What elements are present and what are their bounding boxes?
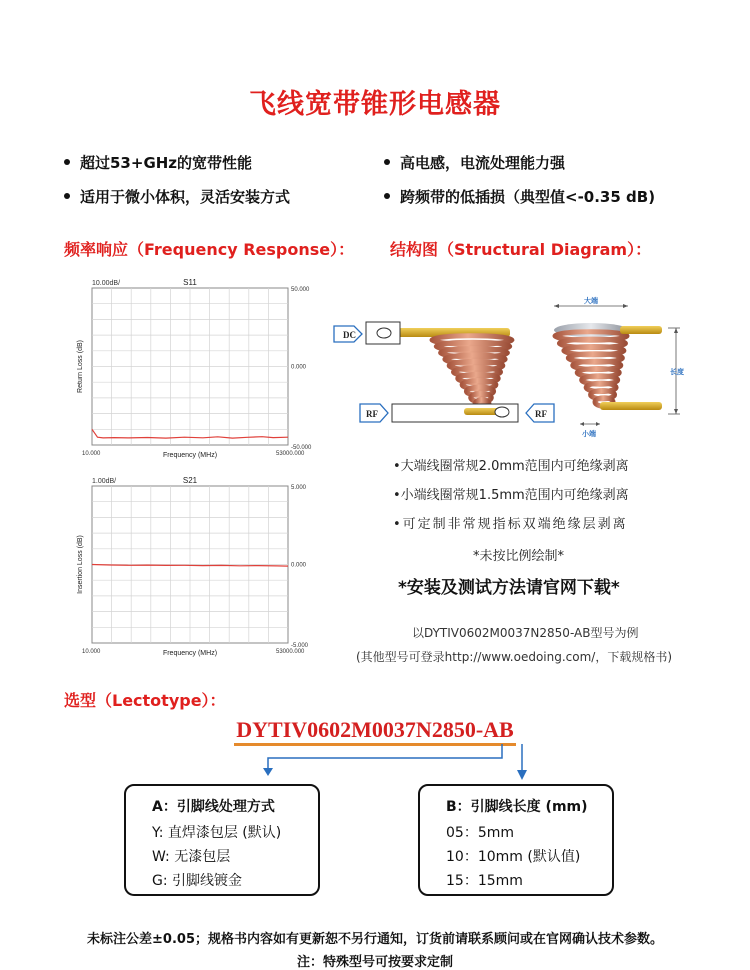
x-axis-label: Frequency (MHz)	[162, 650, 218, 657]
chart-title: S11	[183, 278, 197, 287]
footer-custom-note: 注：特殊型号可按要求定制	[296, 955, 453, 970]
selection-arrows	[0, 740, 750, 790]
box-a-item: W: 无漆包层	[152, 849, 231, 865]
y-axis-label: Return Loss (dB)	[77, 340, 84, 393]
box-a-item: G: 引脚线镀金	[152, 873, 243, 889]
s11-chart	[70, 276, 350, 470]
note-large-end: •大端线圈常规2.0mm范围内可绝缘剥离	[393, 459, 629, 474]
rf-left-label: RF	[366, 409, 378, 419]
feature-text: 超过53+GHz的宽带性能	[80, 154, 253, 172]
bullet-icon	[384, 193, 390, 199]
example-note: 以DYTIV0602M0037N2850-AB型号为例	[412, 626, 639, 640]
feature-text: 适用于微小体积，灵活安装方式	[80, 188, 291, 206]
large-end-label: 大端	[584, 297, 598, 305]
small-end-label: 小端	[582, 430, 596, 438]
feature-item	[64, 152, 252, 173]
x-tick-label: 53000.000	[276, 451, 305, 457]
rf-solder-icon	[495, 407, 509, 417]
chart-title: S21	[182, 476, 198, 485]
y-tick-label: 0.000	[291, 364, 307, 371]
scale-label: 1.00dB/	[92, 478, 117, 485]
page-title: 飞线宽带锥形电感器	[249, 89, 501, 120]
right-top-lead	[620, 326, 662, 334]
feature-item	[384, 186, 655, 207]
coil-left	[432, 336, 512, 408]
y-tick-label: -50.000	[291, 445, 312, 451]
box-b-item: 05：5mm	[446, 825, 514, 841]
bullet-icon	[64, 193, 70, 199]
s21-chart	[70, 474, 350, 668]
note-custom: •可定制非常规指标双端绝缘层剥离	[393, 517, 628, 532]
right-bottom-lead	[600, 402, 662, 410]
box-a-item: Y: 直焊漆包层 (默认)	[152, 825, 282, 841]
x-tick-label: 10.000	[82, 649, 101, 655]
y-axis-label: Insertion Loss (dB)	[77, 535, 84, 594]
feature-text: 跨频带的低插损（典型值<-0.35 dB)	[400, 188, 656, 206]
feature-item	[384, 152, 565, 173]
box-lead-treatment	[124, 784, 320, 896]
arrow-a-head-icon	[263, 768, 273, 776]
section-lectotype: 选型（Lectotype）：	[64, 691, 226, 710]
arrow-b-head-icon	[517, 770, 527, 780]
coil-right	[555, 332, 627, 406]
dc-solder-icon	[377, 328, 391, 338]
y-tick-label: 50.000	[291, 287, 310, 293]
not-to-scale-note: *未按比例绘制*	[473, 549, 565, 564]
bullet-icon	[384, 159, 390, 165]
structural-diagram	[330, 296, 700, 450]
other-models-note: (其他型号可登录http://www.oedoing.com/，下载规格书)	[356, 650, 673, 664]
box-b-title: B：引脚线长度 (mm)	[446, 799, 588, 815]
bullet-icon	[64, 159, 70, 165]
arrow-a-line	[268, 744, 502, 770]
y-tick-label: -5.000	[291, 643, 309, 649]
model-number-text: DYTIV0602M0037N2850-AB	[234, 717, 515, 746]
box-lead-length	[418, 784, 614, 896]
note-small-end: •小端线圈常规1.5mm范围内可绝缘剥离	[393, 488, 629, 503]
y-tick-label: 0.000	[291, 562, 307, 569]
x-axis-label: Frequency (MHz)	[162, 452, 218, 459]
box-a-title: A：引脚线处理方式	[152, 799, 275, 815]
feature-item	[64, 186, 290, 207]
download-note: *安装及测试方法请官网下载*	[398, 578, 620, 598]
box-b-item: 15：15mm	[446, 873, 523, 889]
scale-label: 10.00dB/	[92, 280, 121, 287]
footer-disclaimer: 未标注公差±0.05；规格书内容如有更新恕不另行通知，订货前请联系顾问或在官网确认技术参数。	[87, 932, 663, 947]
section-frequency-response: 频率响应（Frequency Response）：	[64, 240, 355, 259]
x-tick-label: 10.000	[82, 451, 101, 457]
y-tick-label: 5.000	[291, 485, 307, 491]
dc-label: DC	[343, 330, 356, 340]
x-tick-label: 53000.000	[276, 649, 305, 655]
box-b-item: 10：10mm (默认值)	[446, 849, 581, 865]
section-structural-diagram: 结构图（Structural Diagram）：	[390, 240, 652, 259]
length-label: 长度	[670, 368, 684, 376]
feature-text: 高电感，电流处理能力强	[400, 154, 566, 172]
rf-right-label: RF	[535, 409, 547, 419]
